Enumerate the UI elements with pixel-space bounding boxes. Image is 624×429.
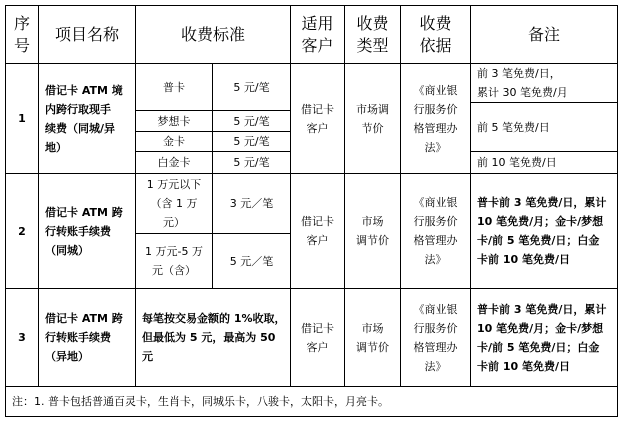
row3-fee: 每笔按交易金额的 1%收取， 但最低为 5 元，最高为 50 元 [136,289,291,387]
row2-tier-fee: 5 元／笔 [213,234,291,289]
header-fee-type: 收费 类型 [345,6,401,64]
row2-item: 借记卡 ATM 跨 行转账手续费 （同城） [39,174,136,289]
row2-seq: 2 [6,174,39,289]
row3-customer: 借记卡 客户 [291,289,345,387]
row3-remark: 普卡前 3 笔免费/日，累计 10 笔免费/月；金卡/梦想 卡/前 5 笔免费/日；白金 卡前 10 笔免费/日 [471,289,618,387]
header-item-name: 项目名称 [39,6,136,64]
table-row [6,174,618,234]
row1-card-fee: 5 元/笔 [213,132,291,152]
row3-basis: 《商业银 行服务价 格管理办 法》 [401,289,471,387]
row1-seq: 1 [6,64,39,174]
row1-card-fee: 5 元/笔 [213,152,291,174]
row3-item: 借记卡 ATM 跨 行转账手续费 （异地） [39,289,136,387]
row2-customer: 借记卡 客户 [291,174,345,289]
row1-card-name: 普卡 [136,64,213,111]
header-seq: 序 号 [6,6,39,64]
row3-fee-type: 市场 调节价 [345,289,401,387]
header-fee-basis: 收费 依据 [401,6,471,64]
row2-tier-fee: 3 元／笔 [213,174,291,234]
fee-table-wrapper [5,5,617,423]
row1-card-name: 梦想卡 [136,111,213,132]
row2-fee-type: 市场 调节价 [345,174,401,289]
row1-customer: 借记卡 客户 [291,64,345,174]
row3-seq: 3 [6,289,39,387]
row1-card-name: 白金卡 [136,152,213,174]
note-row [6,387,618,417]
table-row [6,289,618,387]
header-customer: 适用 客户 [291,6,345,64]
row2-basis: 《商业银 行服务价 格管理办 法》 [401,174,471,289]
row1-remark: 前 10 笔免费/日 [471,152,618,174]
row1-card-fee: 5 元/笔 [213,64,291,111]
header-remark: 备注 [471,6,618,64]
row1-card-fee: 5 元/笔 [213,111,291,132]
table-row [6,64,618,103]
row1-item: 借记卡 ATM 境 内跨行取现手 续费（同城/异 地） [39,64,136,174]
fee-table [5,5,618,417]
row1-remark: 前 5 笔免费/日 [471,103,618,152]
row1-remark: 前 3 笔免费/日， 累计 30 笔免费/月 [471,64,618,103]
row2-tier-range: 1 万元以下 （含 1 万 元） [136,174,213,234]
header-row [6,6,618,64]
row1-basis: 《商业银 行服务价 格管理办 法》 [401,64,471,174]
row1-fee-type: 市场调 节价 [345,64,401,174]
footnote: 注：1. 普卡包括普通百灵卡，生肖卡，同城乐卡，八骏卡，太阳卡，月亮卡。 [6,387,618,417]
row1-card-name: 金卡 [136,132,213,152]
row2-tier-range: 1 万元-5 万 元（含） [136,234,213,289]
row2-remark: 普卡前 3 笔免费/日，累计 10 笔免费/月；金卡/梦想 卡/前 5 笔免费/日；白金 卡前 10 笔免费/日 [471,174,618,289]
header-fee-standard: 收费标准 [136,6,291,64]
